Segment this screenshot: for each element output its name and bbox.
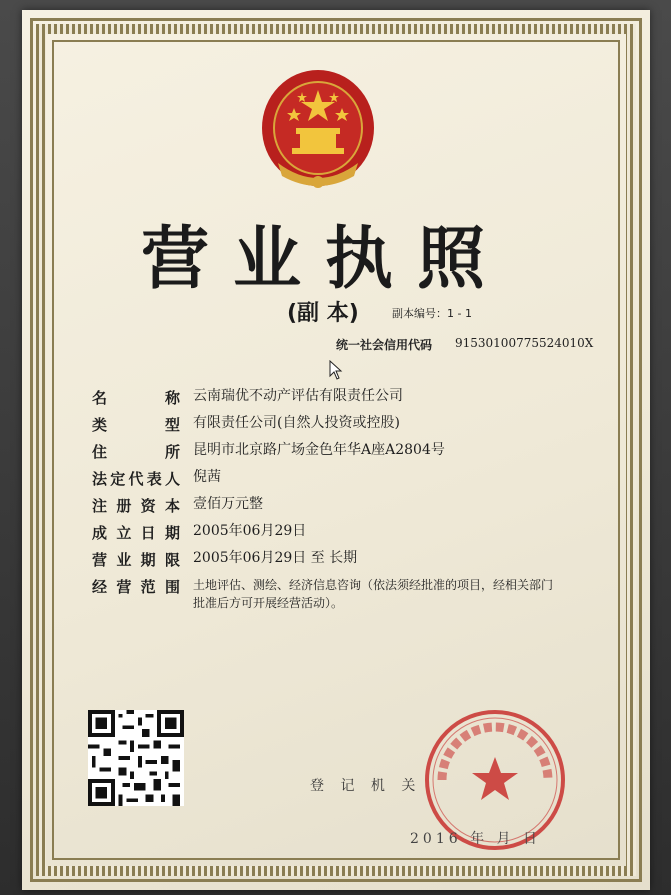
field-label: 类 型 (92, 416, 180, 434)
license-fields (92, 387, 562, 626)
copy-number: 副本编号：1 - 1 (392, 307, 472, 320)
field-value: 土地评估、测绘、经济信息咨询（依法须经批准的项目，经相关部门批准后方可开展经营活动）。 (193, 578, 554, 610)
issue-date: 2016 年 月 日 (410, 831, 541, 847)
field-value: 倪茜 (193, 469, 221, 485)
credit-code-value: 91530100775524010X (455, 336, 594, 350)
copy-subtitle: (副 本) (287, 301, 359, 326)
field-term (92, 549, 562, 576)
field-value: 2005年06月29日 (193, 523, 307, 539)
field-name (92, 387, 562, 414)
credit-code-label: 统一社会信用代码 (336, 338, 433, 352)
field-label: 注 册 资 本 (92, 497, 180, 515)
field-label: 名 称 (92, 389, 180, 407)
field-scope (92, 576, 562, 626)
national-emblem-icon (258, 68, 378, 198)
field-value: 壹佰万元整 (193, 496, 263, 512)
qr-code-icon (88, 710, 184, 806)
field-label: 经 营 范 围 (92, 578, 180, 596)
field-type (92, 414, 562, 441)
field-value: 云南瑞优不动产评估有限责任公司 (193, 388, 403, 404)
field-label: 法 定 代 表 人 (92, 470, 180, 488)
field-value: 2005年06月29日 至 长期 (193, 550, 358, 566)
field-established (92, 522, 562, 549)
field-label: 成 立 日 期 (92, 524, 180, 542)
license-title: 营业执照 (140, 220, 509, 299)
field-address (92, 441, 562, 468)
mouse-cursor-icon (329, 360, 343, 380)
registration-authority: 登 记 机 关 (310, 778, 422, 794)
field-value: 有限责任公司(自然人投资或控股) (193, 415, 400, 431)
field-label: 营 业 期 限 (92, 551, 180, 569)
field-label: 住 所 (92, 443, 180, 461)
field-legal-rep (92, 468, 562, 495)
field-capital (92, 495, 562, 522)
field-value: 昆明市北京路广场金色年华A座A2804号 (193, 442, 445, 458)
